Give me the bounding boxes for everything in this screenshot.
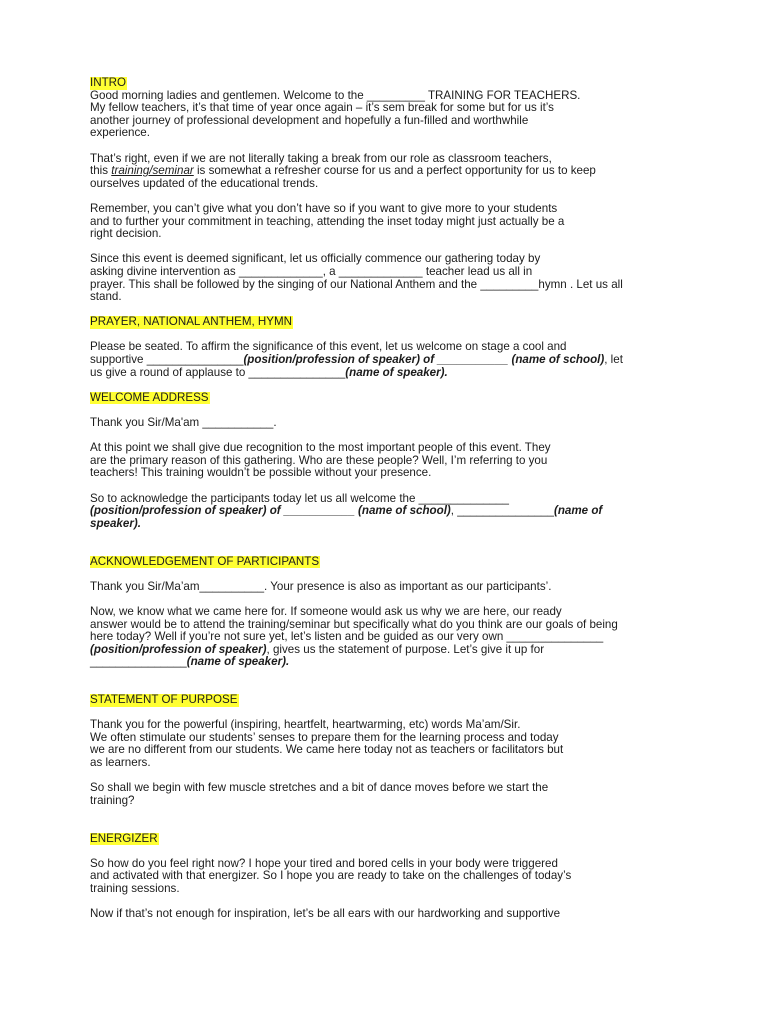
paragraph-line: we are no different from our students. We came here today not as teachers or facilitators but — [90, 743, 564, 757]
section-prayer — [90, 316, 680, 379]
paragraph-line: Thank you for the powerful (inspiring, heartfelt, heartwarming, etc) words Ma’am/Sir. — [90, 718, 521, 732]
paragraph-line: Now, we know what we came here for. If someone would ask us why we are here, our ready — [90, 604, 562, 618]
text-run: this — [90, 164, 112, 178]
heading-prayer: PRAYER, NATIONAL ANTHEM, HYMN — [90, 315, 293, 329]
paragraph-line: teachers! This training wouldn’t be possible without your presence. — [90, 466, 432, 480]
paragraph-line: stand. — [90, 290, 122, 304]
paragraph-line: speaker). — [90, 516, 141, 530]
placeholder-emphasis: (name of — [553, 504, 603, 518]
section-purpose — [90, 694, 680, 807]
section-acknowledgement — [90, 556, 680, 669]
section-welcome — [90, 392, 680, 531]
placeholder-emphasis: (position/profession of speaker) of ___________ (name of school) — [243, 353, 605, 367]
placeholder-emphasis: (name of speaker). — [345, 365, 448, 379]
paragraph-line: So to acknowledge the participants today let us all welcome the ______________ — [90, 491, 509, 505]
heading-purpose: STATEMENT OF PURPOSE — [90, 693, 238, 707]
paragraph-line: ourselves updated of the educational trends. — [90, 176, 319, 190]
document-body — [90, 77, 680, 921]
paragraph-line: experience. — [90, 126, 150, 140]
text-run: _______________ — [90, 655, 187, 669]
text-run: , _______________ — [450, 504, 554, 518]
paragraph-line: are the primary reason of this gathering. Who are these people? Well, I’m referring to you — [90, 453, 548, 467]
paragraph-line: Since this event is deemed significant, let us officially commence our gathering today by — [90, 252, 541, 266]
paragraph-line: as learners. — [90, 756, 151, 770]
paragraph-line: Please be seated. To affirm the significance of this event, let us welcome on stage a cool and — [90, 340, 567, 354]
paragraph-line: We often stimulate our students’ senses to prepare them for the learning process and today — [90, 730, 559, 744]
paragraph-line: here today? Well if you’re not sure yet, let’s listen and be guided as our very own _______________ — [90, 630, 604, 644]
text-run: supportive _______________ — [90, 353, 244, 367]
paragraph-line: another journey of professional development and hopefully a fun-filled and worthwhile — [90, 113, 529, 127]
paragraph-line: Thank you Sir/Ma’am__________. Your presence is also as important as our participants’. — [90, 579, 552, 593]
paragraph-line — [90, 165, 680, 178]
paragraph-line: and to further your commitment in teaching, attending the inset today might just actually be a — [90, 214, 565, 228]
paragraph-line: Thank you Sir/Ma'am ___________. — [90, 416, 277, 430]
paragraph-line: So how do you feel right now? I hope your tired and bored cells in your body were triggered — [90, 856, 558, 870]
paragraph-line: Now if that’s not enough for inspiration, let’s be all ears with our hardworking and supportive — [90, 907, 561, 921]
paragraph-line: My fellow teachers, it’s that time of year once again – it’s sem break for some but for us it’s — [90, 101, 554, 115]
heading-acknowledgement: ACKNOWLEDGEMENT OF PARTICIPANTS — [90, 554, 320, 568]
section-intro — [90, 77, 680, 304]
paragraph-line — [90, 656, 680, 669]
paragraph-line: and activated with that energizer. So I hope you are ready to take on the challenges of today’s — [90, 869, 572, 883]
text-run: is somewhat a refresher course for us and a perfect opportunity for us to keep — [193, 164, 596, 178]
paragraph-line — [90, 505, 680, 518]
paragraph-line: answer would be to attend the training/seminar but specifically what do you think are our goals of being — [90, 617, 618, 631]
paragraph-line — [90, 367, 680, 380]
placeholder-emphasis: (position/profession of speaker) of ___________ (name of school) — [90, 504, 451, 518]
section-energizer — [90, 833, 680, 921]
emphasis-training-seminar: training/seminar — [111, 164, 194, 178]
paragraph-line: Good morning ladies and gentlemen. Welcome to the _________ TRAINING FOR TEACHERS. — [90, 88, 581, 102]
text-run: us give a round of applause to _______________ — [90, 365, 346, 379]
heading-energizer: ENERGIZER — [90, 831, 158, 845]
paragraph-line: prayer. This shall be followed by the singing of our National Anthem and the _________hymn . Let us all — [90, 277, 623, 291]
paragraph-line: asking divine intervention as _____________, a _____________ teacher lead us all in — [90, 264, 533, 278]
text-run: , let — [604, 353, 623, 367]
paragraph-line: Remember, you can’t give what you don’t have so if you want to give more to your students — [90, 201, 558, 215]
paragraph-line: That’s right, even if we are not literally taking a break from our role as classroom teachers, — [90, 151, 552, 165]
placeholder-emphasis: (name of speaker). — [186, 655, 290, 669]
paragraph-line: At this point we shall give due recognition to the most important people of this event. They — [90, 441, 551, 455]
paragraph-line: right decision. — [90, 227, 162, 241]
placeholder-emphasis: (position/profession of speaker) — [90, 642, 267, 656]
text-run: , gives us the statement of purpose. Let’s give it up for — [266, 642, 545, 656]
paragraph-line: training? — [90, 793, 135, 807]
heading-intro: INTRO — [90, 76, 127, 89]
heading-welcome: WELCOME ADDRESS — [90, 390, 209, 404]
paragraph-line: training sessions. — [90, 882, 180, 895]
paragraph-line: So shall we begin with few muscle stretches and a bit of dance moves before we start the — [90, 781, 549, 795]
